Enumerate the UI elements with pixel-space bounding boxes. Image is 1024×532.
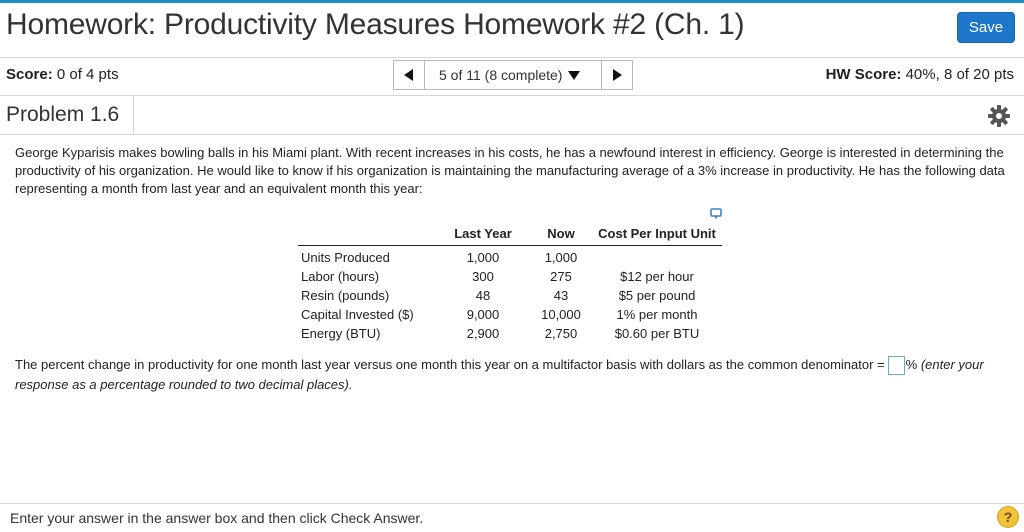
table-header-row [298,225,722,245]
page-title: Homework: Productivity Measures Homework #2 (Ch. 1) [6,8,745,41]
arrow-right-icon [612,69,622,81]
divider [0,503,1024,504]
table-row [298,324,722,343]
last-year-cell: 48 [475,288,491,303]
answer-unit: % [905,357,918,372]
table-row [298,267,722,286]
footer-instructions: Enter your answer in the answer box and then click Check Answer. [10,510,424,526]
table-row [298,286,722,305]
next-question-button[interactable] [601,60,633,90]
row-label: Capital Invested ($) [301,307,414,322]
score-value: 0 of 4 pts [56,66,119,83]
top-accent-bar [0,0,1024,3]
gear-icon[interactable] [987,104,1011,128]
row-label: Units Produced [301,250,390,266]
help-button[interactable]: ? [997,506,1019,528]
hw-score-value: 40%, 8 of 20 pts [905,66,1014,83]
last-year-cell: 9,000 [466,307,500,322]
cost-cell: 1% per month [616,307,698,322]
table-header: Last Year [436,225,530,245]
cost-cell [592,245,722,267]
divider [0,95,1024,96]
last-year-cell: 1,000 [466,250,500,266]
now-cell: 275 [550,269,572,284]
cost-cell: $0.60 per BTU [614,326,700,341]
now-cell: 1,000 [544,250,578,266]
question-select-dropdown[interactable] [425,60,601,90]
problem-label: Problem 1.6 [6,103,120,126]
answer-hint: (enter your response as a percentage rounded to two decimal places). [15,357,984,393]
now-cell: 43 [553,288,569,303]
question-text: George Kyparisis makes bowling balls in his Miami plant. With recent increases in his costs, he has a newfound interest in efficiency. George is interested in determining the productivity of his organization. He would like to know if his organization is maintaining the manufacturing average of a 3% increase in productivity. He has the following data representing a month from last year and an equivalent month this year: [15,145,1005,196]
last-year-cell: 2,900 [466,326,500,341]
now-cell: 2,750 [544,326,578,341]
previous-question-button[interactable] [393,60,425,90]
question-navigator [393,60,633,90]
table-row [298,305,722,324]
divider [133,96,134,134]
score [6,66,119,83]
cost-cell: $12 per hour [620,269,694,284]
now-cell: 10,000 [541,307,581,322]
last-year-cell: 300 [472,269,494,284]
save-button[interactable]: Save [957,12,1015,43]
row-label: Labor (hours) [301,269,380,284]
copy-table-icon[interactable] [709,207,723,221]
answer-input[interactable] [888,356,905,375]
divider [0,57,1024,58]
hw-score [826,66,1014,83]
table-header: Cost Per Input Unit [592,225,722,245]
divider [0,134,1024,135]
row-label: Energy (BTU) [301,326,381,341]
answer-prompt-line [15,355,1010,395]
hw-score-label: HW Score: [825,66,902,83]
score-label: Score: [6,66,53,83]
table-header: Now [530,225,592,245]
data-table [298,225,722,343]
table-row [298,245,722,267]
question-position: 5 of 11 (8 complete) [439,67,563,83]
caret-down-icon [568,71,580,80]
answer-prompt: The percent change in productivity for one month last year versus one month this year on a multifactor basis with dollars as the common denominator = [15,357,885,372]
cost-cell: $5 per pound [618,288,696,303]
arrow-left-icon [404,69,414,81]
table-header [298,225,436,245]
row-label: Resin (pounds) [301,288,390,303]
